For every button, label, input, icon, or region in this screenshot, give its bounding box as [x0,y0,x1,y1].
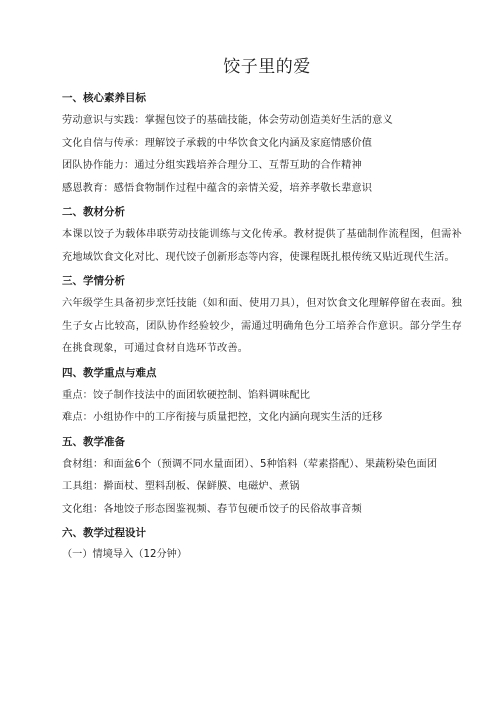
paragraph: 食材组：和面盆6个（预调不同水量面团）、5种馅料（荤素搭配）、果蔬粉染色面团 [62,458,438,470]
paragraph: 工具组：擀面杖、塑料刮板、保鲜膜、电磁炉、煮锅 [62,481,300,492]
document-title: 饺子里的爱 [223,57,311,77]
paragraph: 劳动意识与实践：掌握包饺子的基础技能，体会劳动创造美好生活的意义 [62,115,393,126]
section-heading: 五、教学准备 [62,435,125,448]
paragraph: 难点：小组协作中的工序衔接与质量把控，文化内涵向现实生活的迁移 [62,412,383,423]
subheading: （一）情境导入（12分钟） [62,549,188,560]
paragraph: 文化组：各地饺子形态图鉴视频、春节包硬币饺子的民俗故事音频 [62,503,362,515]
section-heading: 一、核心素养目标 [62,92,146,104]
section-preparation [62,434,462,522]
section-textbook-analysis [62,204,462,269]
paragraph: 团队协作能力：通过分组实践培养合理分工、互帮互助的合作精神 [62,160,362,171]
section-heading: 三、学情分析 [62,275,125,287]
section-heading: 二、教材分析 [62,206,125,218]
section-key-points [62,365,462,430]
section-student-analysis [62,273,462,361]
paragraph: 文化自信与传承：理解饺子承载的中华饮食文化内涵及家庭情感价值 [62,137,373,149]
paragraph: 六年级学生具备初步烹饪技能（如和面、使用刀具），但对饮食文化理解停留在表面。独生子女占比较高，团队协作经验较少，需通过明确角色分工培养合作意识。部分学生存在挑食现象，可通过食材自选环节改善。 [62,298,462,354]
section-heading: 六、教学过程设计 [62,527,146,539]
paragraph: 本课以饺子为载体串联劳动技能训练与文化传承。教材提供了基础制作流程图，但需补充地域饮食文化对比、现代饺子创新形态等内容，使课程既扎根传统又贴近现代生活。 [62,229,462,263]
paragraph: 感恩教育：感悟食物制作过程中蕴含的亲情关爱，培养孝敬长辈意识 [62,182,373,194]
paragraph: 重点：饺子制作技法中的面团软硬控制、馅料调味配比 [62,389,311,401]
section-process [62,525,462,565]
section-objectives [62,90,462,200]
section-heading: 四、教学重点与难点 [62,366,157,379]
